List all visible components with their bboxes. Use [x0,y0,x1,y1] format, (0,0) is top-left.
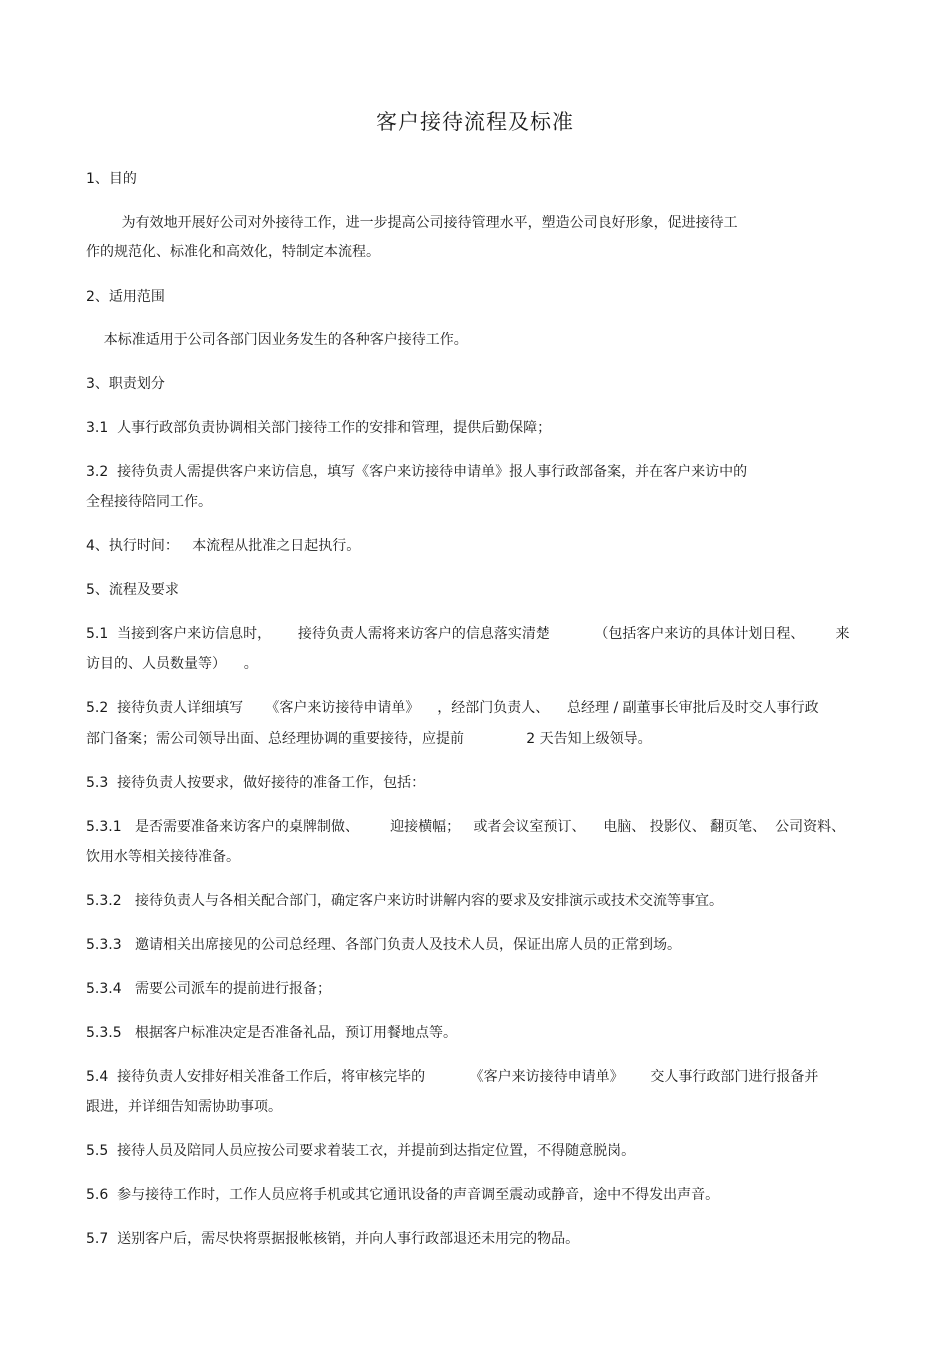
subclause-line: 5.3.5 根据客户标准决定是否准备礼品，预订用餐地点等。 [86,1025,457,1041]
section-heading: 1、目的 [86,171,137,187]
paragraph-line: 本标准适用于公司各部门因业务发生的各种客户接待工作。 [86,332,468,348]
clause-line: 5.2 接待负责人详细填写 《客户来访接待申请单》 ，经部门负责人、 总经理 / 副董事长审批后及时交人事行政 [86,700,819,716]
subclause-line: 5.3.1 是否需要准备来访客户的桌牌制做、 迎接横幅； 或者会议室预订、 电脑、 投影仪、 翻页笔、 公司资料、 [86,819,846,835]
section-heading: 2、适用范围 [86,289,165,305]
subclause-line: 5.3.2 接待负责人与各相关配合部门，确定客户来访时讲解内容的要求及安排演示或技术交流等事宜。 [86,893,723,909]
subclause-line: 5.3.4 需要公司派车的提前进行报备； [86,981,331,997]
clause-line: 5.4 接待负责人安排好相关准备工作后，将审核完毕的 《客户来访接待申请单》 交人事行政部门进行报备并 [86,1069,819,1085]
clause-line: 3.1 人事行政部负责协调相关部门接待工作的安排和管理，提供后勤保障； [86,420,552,436]
clause-line: 全程接待陪同工作。 [86,494,212,510]
clause-line: 3.2 接待负责人需提供客户来访信息，填写《客户来访接待申请单》报人事行政部备案，并在客户来访中的 [86,464,748,480]
section-heading: 5、流程及要求 [86,582,179,598]
section-heading: 3、职责划分 [86,376,165,392]
clause-line: 5.3 接待负责人按要求，做好接待的准备工作，包括： [86,775,426,791]
clause-line: 5.5 接待人员及陪同人员应按公司要求着装工衣，并提前到达指定位置，不得随意脱岗。 [86,1143,636,1159]
clause-line: 5.6 参与接待工作时，工作人员应将手机或其它通讯设备的声音调至震动或静音，途中不得发出声音。 [86,1187,720,1203]
subclause-line: 饮用水等相关接待准备。 [86,849,240,865]
clause-line: 5.7 送别客户后，需尽快将票据报帐核销，并向人事行政部退还未用完的物品。 [86,1231,580,1247]
clause-line: 访目的、人员数量等） 。 [86,656,258,672]
subclause-line: 5.3.3 邀请相关出席接见的公司总经理、各部门负责人及技术人员，保证出席人员的正常到场。 [86,937,681,953]
clause-line: 部门备案；需公司领导出面、总经理协调的重要接待，应提前 2 天告知上级领导。 [86,731,652,747]
paragraph-line: 作的规范化、标准化和高效化，特制定本流程。 [86,244,380,260]
paragraph-line: 为有效地开展好公司对外接待工作，进一步提高公司接待管理水平，塑造公司良好形象，促进接待工 [86,215,738,231]
page-title: 客户接待流程及标准 [376,110,574,134]
clause-line: 5.1 当接到客户来访信息时， 接待负责人需将来访客户的信息落实清楚 （包括客户来访的具体计划日程、 来 [86,626,850,642]
section-heading: 4、执行时间： 本流程从批准之日起执行。 [86,538,361,554]
clause-line: 跟进，并详细告知需协助事项。 [86,1099,282,1115]
